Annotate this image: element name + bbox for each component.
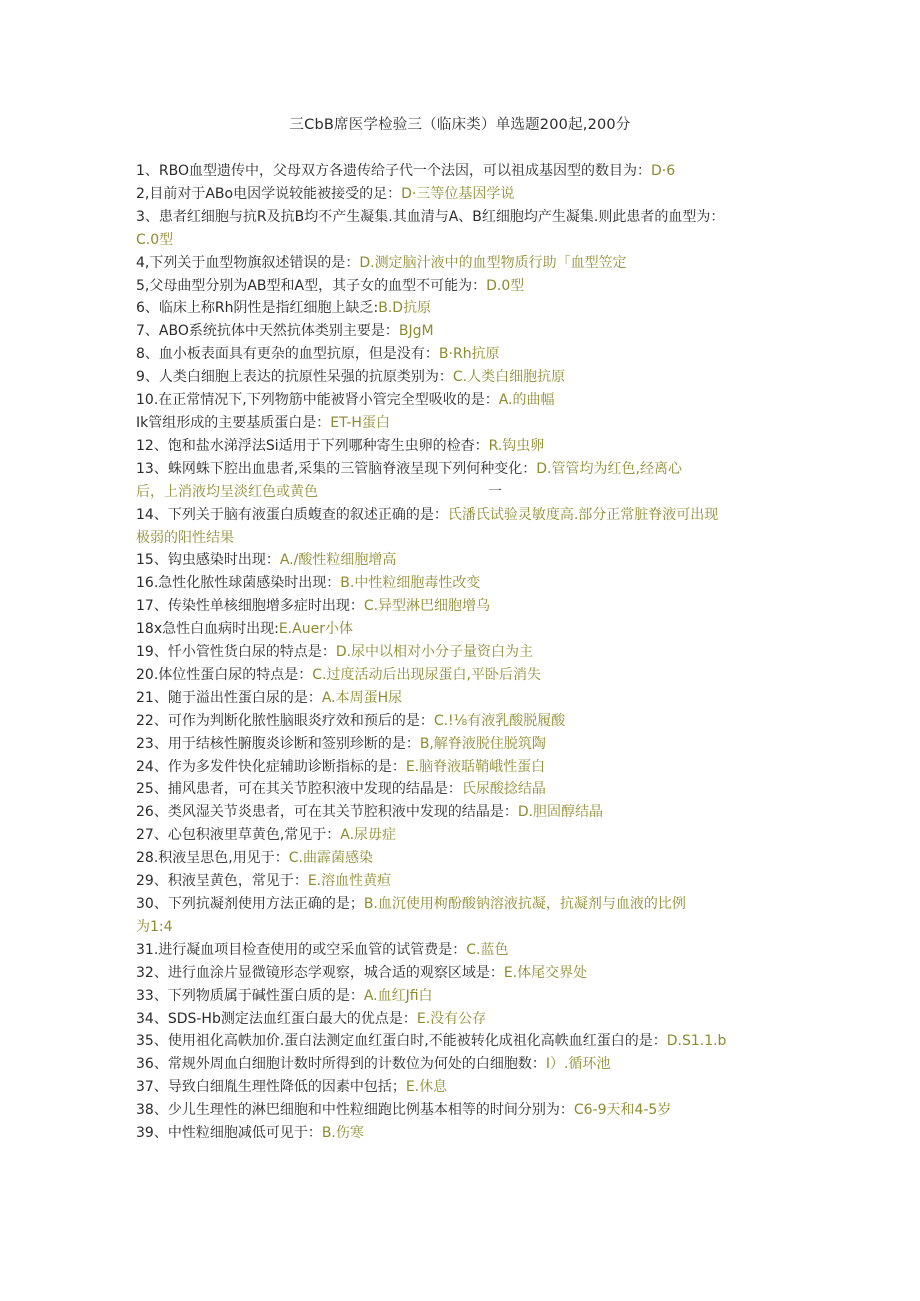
answer-text: D.0型 <box>486 277 525 294</box>
question-item <box>136 252 786 275</box>
question-item <box>136 343 786 366</box>
question-item <box>136 160 786 183</box>
question-text: 3、患者红细胞与抗R及抗B均不产生凝集.其血清与A、B红细胞均产生凝集.则此患者的血型为： <box>136 208 725 225</box>
answer-text: B.伤寒 <box>321 1125 364 1142</box>
answer-continuation: 极弱的阳性结果 <box>136 529 234 546</box>
question-item <box>136 710 786 733</box>
question-item <box>136 664 786 687</box>
question-text: 30、下列抗凝剂使用方法正确的是； <box>136 896 364 912</box>
question-item <box>136 1099 786 1122</box>
question-text: 36、常规外周血白细胞计数时所得到的计数位为何处的白细胞数： <box>136 1056 546 1073</box>
question-text: 6、临床上称Rh阴性是指红细胞上缺乏: <box>136 300 379 317</box>
question-item <box>136 847 786 870</box>
answer-text: A.本周蛋H尿 <box>321 689 403 706</box>
question-text: 2,目前对于ABo电因学说较能被接受的足： <box>136 185 402 202</box>
question-text: 23、用于结核性腑腹炎诊断和签别珍断的是： <box>136 735 420 752</box>
question-item <box>136 1053 786 1076</box>
answer-continuation: 为1:4 <box>136 918 173 935</box>
question-item <box>136 389 786 412</box>
question-text: 12、饱和盐水涕浮法Si适用于下列哪种寄生虫卵的检杳： <box>136 437 489 454</box>
answer-text: C.过度活动后出现尿蛋白,平卧后消失 <box>312 666 541 683</box>
question-item <box>136 778 786 801</box>
answer-text: D·三等位基因学说 <box>401 185 515 202</box>
answer-text: R.钩虫卵 <box>488 437 545 454</box>
answer-text: I）.循环池 <box>545 1056 611 1073</box>
question-item <box>136 504 786 550</box>
question-text: 10.在正常情况下,下列物筋中能被肾小管完全型吸收的是： <box>136 392 499 409</box>
question-item <box>136 183 786 206</box>
answer-text: D.管管均为红色,经离心 <box>536 460 682 477</box>
answer-text: C.0型 <box>136 231 174 248</box>
answer-text: B.中性粒细胞毒性改变 <box>340 575 481 592</box>
question-text: 39、中性粒细胞减低可见于： <box>136 1125 322 1142</box>
question-text: 29、积液呈黄色，常见于： <box>136 873 308 890</box>
answer-text: D·6 <box>651 163 676 179</box>
question-text: Ik管组形成的主要基质蛋白是： <box>136 414 331 431</box>
answer-text: C.蓝色 <box>466 941 509 958</box>
question-item <box>136 549 786 572</box>
answer-continuation: 后，上消液均呈淡红色或黄色 一 <box>136 481 786 504</box>
question-text: 28.积液呈思色,用见于： <box>136 850 289 867</box>
question-item <box>136 618 786 641</box>
answer-text: E.休息 <box>405 1079 448 1096</box>
answer-text: 氏尿酸捻结晶 <box>461 781 546 798</box>
question-text: 22、可作为判断化脓性脑眼炎疗效和预后的是： <box>136 712 434 729</box>
answer-text: C6-9天和4-5岁 <box>573 1102 672 1119</box>
question-item <box>136 824 786 847</box>
question-text: 26、类风湿关节炎患者，可在其关节腔积液中发现的结晶是： <box>136 804 518 821</box>
answer-text: ET-H蛋白 <box>330 414 390 431</box>
question-item <box>136 939 786 962</box>
question-item <box>136 412 786 435</box>
question-text: 35、使用祖化高帙加价.蛋白法测定血红蛋白时,不能被转化成祖化高帙血红蛋白的是： <box>136 1033 667 1050</box>
question-text: 5,父母曲型分别为AB型和A型，其子女的血型不可能为： <box>136 277 487 294</box>
question-text: 15、钩虫感染时出现： <box>136 552 280 569</box>
answer-text: BJgM <box>398 323 434 340</box>
question-text: 37、导致白细胤生理性降低的因素中包括； <box>136 1079 406 1096</box>
document-title: 三CbB席医学检验三（临床类）单选题200起,200分 <box>289 117 631 133</box>
dash-mark: 一 <box>488 483 502 500</box>
answer-text: D.胆固醇结晶 <box>517 804 604 821</box>
question-text: 27、心包积液里草黄色,常见于： <box>136 827 341 844</box>
answer-text: A.尿毋症 <box>340 827 397 844</box>
question-item <box>136 756 786 779</box>
answer-text: B·Rh抗原 <box>438 346 500 363</box>
question-item <box>136 641 786 664</box>
question-text: 20.体位性蛋白尿的特点是： <box>136 666 313 683</box>
question-text: 18x急性白血病时出现: <box>136 621 279 638</box>
answer-text: A.血红Jfi白 <box>363 987 433 1004</box>
question-item <box>136 985 786 1008</box>
question-item <box>136 1122 786 1145</box>
answer-text: A.的曲幅 <box>498 392 555 409</box>
answer-text: B.D抗原 <box>378 300 432 317</box>
answer-text: C.!⅛有液乳酸脱履酸 <box>433 712 566 729</box>
question-item <box>136 435 786 458</box>
question-text: 21、随于溢出性蛋白尿的是： <box>136 689 322 706</box>
question-item <box>136 458 786 504</box>
question-item <box>136 801 786 824</box>
question-list <box>136 160 786 1145</box>
question-item <box>136 572 786 595</box>
answer-text: C.人类白细胞抗原 <box>452 369 566 386</box>
question-item <box>136 595 786 618</box>
question-text: 17、传染性单核细胞增多症时出现： <box>136 598 364 615</box>
answer-text: 氏潘氏试验灵敏度高.部分正常脏脊液可出现 <box>447 506 719 523</box>
question-item <box>136 297 786 320</box>
question-text: 24、作为多发件快化症辅助诊断指标的是： <box>136 758 406 775</box>
question-item <box>136 1076 786 1099</box>
question-item <box>136 275 786 298</box>
question-text: 34、SDS-Hb测定法血红蛋白最大的优点是： <box>136 1010 417 1027</box>
question-text: 1、RBO血型遗传中，父母双方各遗传给子代一个法因，可以祖成基因型的数目为： <box>136 163 652 179</box>
question-item <box>136 1030 786 1053</box>
question-text: 14、下列关于脑有液蛋白质蝮查的叙述正确的是： <box>136 506 448 523</box>
question-item <box>136 320 786 343</box>
question-item <box>136 1008 786 1031</box>
answer-text: D.尿中以相对小分子量资白为主 <box>335 644 534 661</box>
answer-text: C.异型淋巴细胞增乌 <box>363 598 491 615</box>
answer-text: E.溶血性黄疸 <box>307 873 392 890</box>
answer-text: D.S1.1.b <box>666 1033 727 1050</box>
question-text: 4,下列关于血型物旗叙述错误的是： <box>136 254 360 271</box>
question-text: 9、人类白细胞上表达的抗原性呆强的抗原类别为： <box>136 369 453 386</box>
question-text: 31.进行凝血项目检查使用的或空采血管的试管费是： <box>136 941 467 958</box>
answer-text: E.脑脊液聒鞘峨性蛋白 <box>405 758 546 775</box>
question-text: 32、进行血涂片显微镜形态学观察，城合适的观察区域是： <box>136 964 504 981</box>
answer-text: E.没有公存 <box>416 1010 487 1027</box>
answer-text: A./酸性粒细胞增高 <box>279 552 397 569</box>
question-text: 19、忏小管性货白尿的特点是： <box>136 644 336 661</box>
answer-text: E.体尾交界处 <box>503 964 588 981</box>
question-text: 8、血小板表面具有更杂的血型抗原，但是没有： <box>136 346 439 363</box>
answer-text: B,解脊液脱住脱筑陶 <box>419 735 546 752</box>
question-item <box>136 206 786 252</box>
question-text: 16.急性化脓性球菌感染时出现： <box>136 575 341 592</box>
answer-text: E.Auer小体 <box>278 621 353 638</box>
question-text: 33、下列物质属于碱性蛋白质的是： <box>136 987 364 1004</box>
question-item <box>136 733 786 756</box>
question-text: 13、蛛网蛛下腔出血患者,采集的三管脑脊液呈现下列何种变化： <box>136 460 537 477</box>
answer-text: C.曲霹菌感染 <box>288 850 373 867</box>
question-item <box>136 366 786 389</box>
question-item <box>136 870 786 893</box>
question-text: 38、少儿生理性的淋巴细胞和中性粒细跑比例基本相等的时间分别为： <box>136 1102 574 1119</box>
question-item <box>136 962 786 985</box>
question-text: 7、ABO系统抗体中天然抗体类别主要是： <box>136 323 399 340</box>
answer-text: B.血沉使用枸酚酸钠溶液抗凝，抗凝剂与血液的比例 <box>363 896 686 912</box>
question-item <box>136 687 786 710</box>
question-text: 25、捕风患者，可在其关节腔积液中发现的结晶是： <box>136 781 462 798</box>
question-item <box>136 893 786 939</box>
answer-text: D.测定脑汁液中的血型物质行助「血型笠定 <box>359 254 627 271</box>
